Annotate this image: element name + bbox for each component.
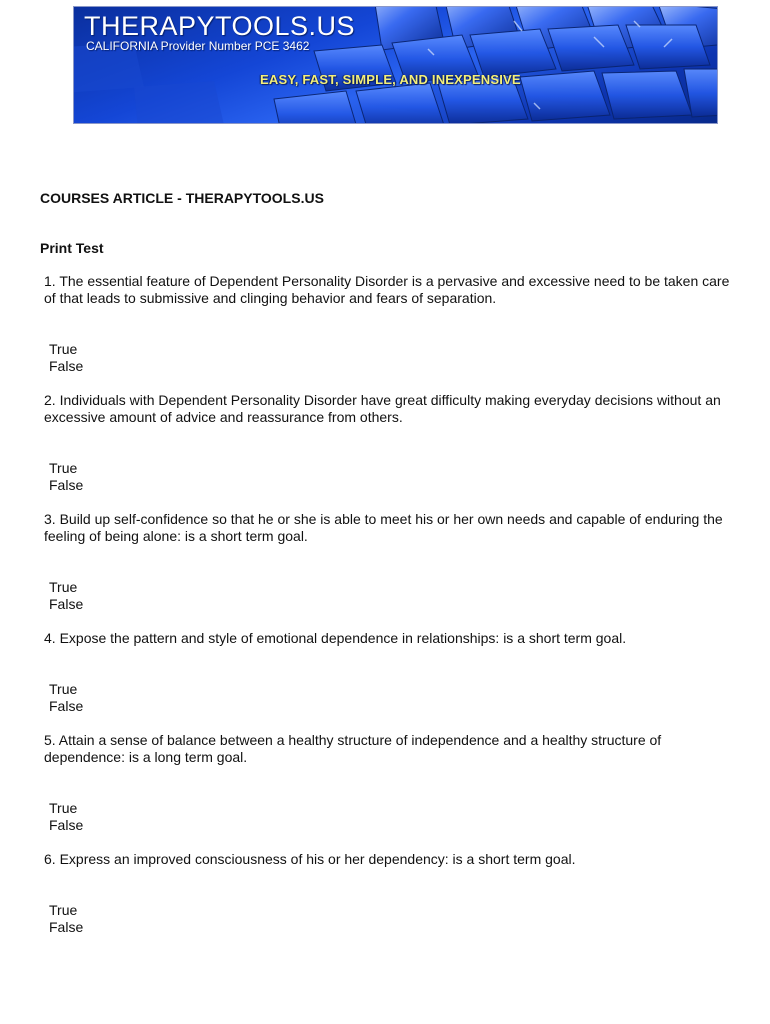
option-false[interactable]: False [49,358,84,374]
tagline: EASY, FAST, SIMPLE, AND INEXPENSIVE [260,72,521,87]
test-title: Print Test [40,240,104,256]
question-text: 6. Express an improved consciousness of his or her dependency: is a short term goal. [44,851,576,867]
question-text: 4. Expose the pattern and style of emotional dependence in relationships: is a short term goal. [44,630,627,646]
answer-options [49,681,740,715]
option-true[interactable]: True [49,800,78,816]
question-text: 2. Individuals with Dependent Personality Disorder have great difficulty making everyday decisions without an excessive amount of advice and reassurance from others. [44,392,721,425]
answer-options [49,460,740,494]
answer-options [49,579,740,613]
option-true[interactable]: True [49,341,78,357]
question-5 [40,732,740,834]
answer-options [49,902,740,936]
question-text: 1. The essential feature of Dependent Personality Disorder is a pervasive and excessive need to be taken care of that leads to submissive and clinging behavior and fears of separation. [44,273,730,306]
main-content [40,188,740,936]
site-title: THERAPYTOOLS.US [84,11,356,41]
option-false[interactable]: False [49,698,84,714]
answer-options [49,800,740,834]
question-text: 5. Attain a sense of balance between a healthy structure of independence and a healthy structure of dependence: is a long term goal. [44,732,662,765]
option-true[interactable]: True [49,579,78,595]
header-banner [73,6,718,124]
question-2 [40,392,740,494]
option-false[interactable]: False [49,596,84,612]
question-list [40,273,740,936]
option-false[interactable]: False [49,919,84,935]
question-text: 3. Build up self-confidence so that he or she is able to meet his or her own needs and capable of enduring the feeling of being alone: is a short term goal. [44,511,723,544]
question-1 [40,273,740,375]
option-false[interactable]: False [49,477,84,493]
question-6 [40,851,740,936]
answer-options [49,341,740,375]
question-3 [40,511,740,613]
option-true[interactable]: True [49,902,78,918]
option-false[interactable]: False [49,817,84,833]
question-4 [40,630,740,715]
provider-number: CALIFORNIA Provider Number PCE 3462 [86,39,310,53]
option-true[interactable]: True [49,681,78,697]
page-title: COURSES ARTICLE - THERAPYTOOLS.US [40,190,324,206]
option-true[interactable]: True [49,460,78,476]
